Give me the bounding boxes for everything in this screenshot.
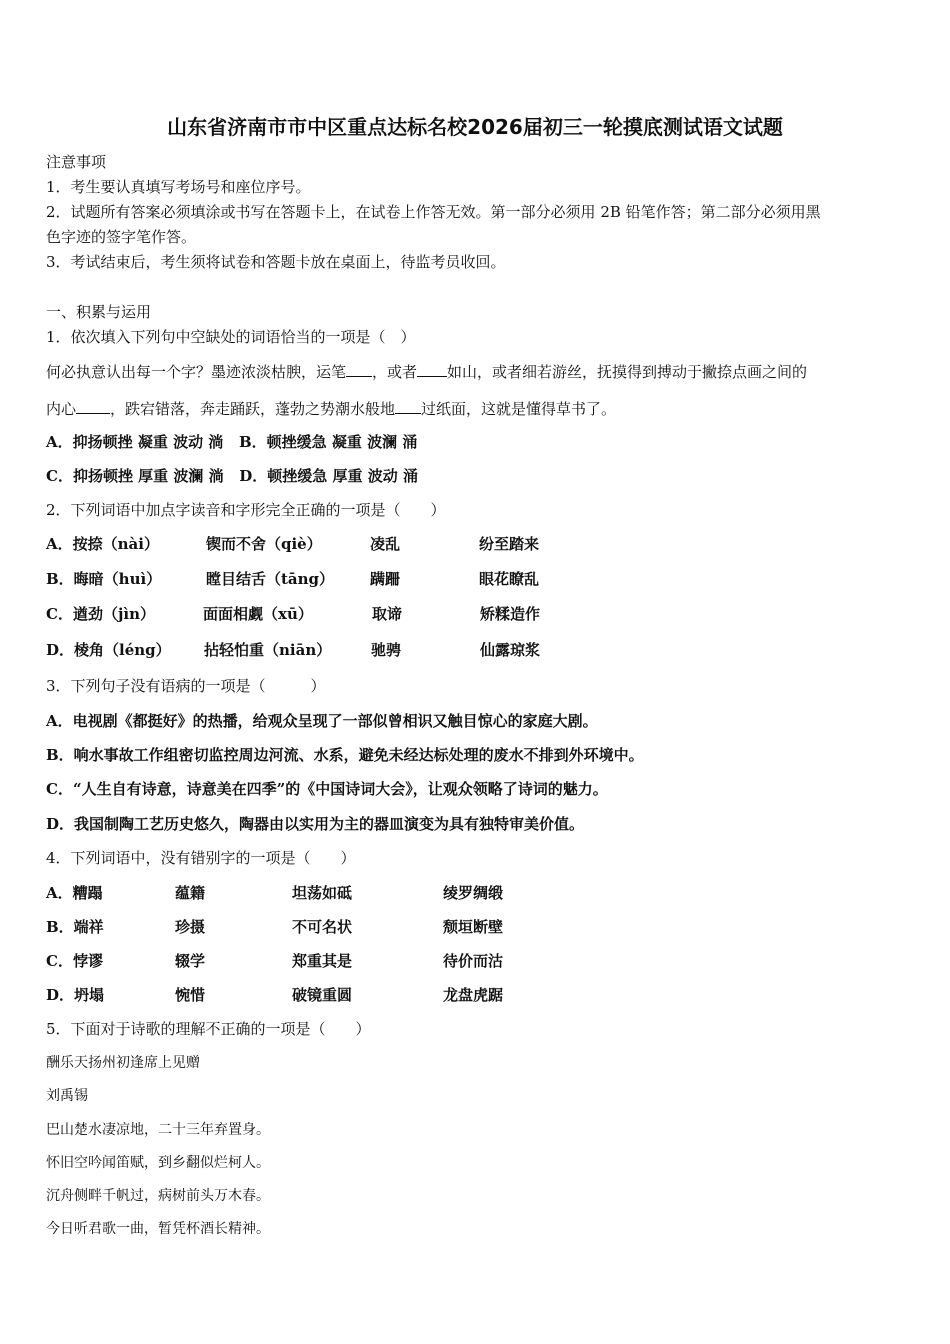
q1-text-seg: ，跌宕错落，奔走踊跃，蓬勃之势潮水般地 [110,400,396,418]
notice-item-2-cont: 色字迹的签字笔作答。 [46,228,197,246]
q4-option-d-col2: 惋惜 [175,986,206,1004]
q4-option-d-col1: D．坍塌 [46,986,105,1004]
q3-option-c: C．“人生自有诗意，诗意美在四季”的《中国诗词大会》，让观众领略了诗词的魅力。 [46,780,608,798]
q1-passage-line1 [46,362,807,381]
q1-text-seg: 内心 [46,400,77,418]
q4-option-b-col2: 珍摄 [175,918,206,936]
exam-title: 山东省济南市市中区重点达标名校2026届初三一轮摸底测试语文试题 [167,115,783,139]
q4-option-b-col3: 不可名状 [292,918,353,936]
q2-option-c-col3: 取谛 [372,605,403,623]
poem-line-1: 巴山楚水凄凉地，二十三年弃置身。 [46,1122,270,1138]
q3-option-d: D．我国制陶工艺历史悠久，陶器由以实用为主的器皿演变为具有独特审美价值。 [46,815,585,833]
answer-blank [346,362,372,377]
poem-line-4: 今日听君歌一曲，暂凭杯酒长精神。 [46,1221,270,1237]
q1-text-seg: ，或者 [372,363,418,381]
q1-stem: 1．依次填入下列句中空缺处的词语恰当的一项是（ ） [46,328,416,346]
q1-text-seg: 过纸面，这就是懂得草书了。 [421,400,617,418]
q3-option-a: A．电视剧《都挺好》的热播，给观众呈现了一部似曾相识又触目惊心的家庭大剧。 [46,712,598,730]
q4-option-a-col4: 绫罗绸缎 [443,884,504,902]
q2-option-d-col3: 驰骋 [371,641,402,659]
q1-option-b: B．顿挫缓急 凝重 波澜 涌 [238,433,418,451]
q2-option-d-col1: D．棱角（léng） [46,641,171,659]
q4-option-d-col3: 破镜重圆 [292,986,353,1004]
q1-text-seg: 何必执意认出每一个字？墨迹浓淡枯腴，运笔 [46,363,347,381]
poem-author: 刘禹锡 [46,1088,88,1104]
q1-passage-line2 [46,399,616,418]
notice-item-2: 2．试题所有答案必须填涂或书写在答题卡上，在试卷上作答无效。第一部分必须用 2B 铅笔作答；第二部分必须用黑 [46,203,821,221]
q4-option-b-col4: 颓垣断壁 [443,918,504,936]
poem-line-2: 怀旧空吟闻笛赋，到乡翻似烂柯人。 [46,1155,270,1171]
q4-option-d-col4: 龙盘虎踞 [443,986,504,1004]
answer-blank [395,399,421,414]
q5-stem: 5．下面对于诗歌的理解不正确的一项是（ ） [46,1020,371,1038]
q2-option-d-col2: 拈轻怕重（niān） [204,641,332,659]
q1-option-c: C．抑扬顿挫 厚重 波澜 淌 [46,467,224,485]
q1-option-d: D．顿挫缓急 厚重 波动 涌 [239,467,418,485]
answer-blank [76,399,110,414]
notice-item-3: 3．考试结束后，考生须将试卷和答题卡放在桌面上，待监考员收回。 [46,253,506,271]
q2-option-a-col2: 锲而不舍（qiè） [206,535,322,553]
q3-option-b: B．响水事故工作组密切监控周边河流、水系，避免未经达标处理的废水不排到外环境中。 [46,746,644,764]
q1-text-seg: 如山，或者细若游丝，抚摸得到搏动于撇捺点画之间的 [447,363,808,381]
q2-option-b-col1: B．晦暗（huì） [46,570,162,588]
q1-options-ab [46,433,417,451]
notice-item-1: 1．考生要认真填写考场号和座位序号。 [46,178,311,196]
q2-option-a-col4: 纷至踏来 [479,535,540,553]
q2-stem: 2．下列词语中加点字读音和字形完全正确的一项是（ ） [46,501,446,519]
q4-stem: 4．下列词语中，没有错别字的一项是（ ） [46,849,356,867]
q4-option-c-col3: 郑重其是 [292,952,353,970]
q2-option-a-col3: 凌乱 [370,535,401,553]
q2-option-c-col1: C．遒劲（jìn） [46,605,155,623]
q2-option-b-col4: 眼花瞭乱 [479,570,540,588]
q4-option-c-col2: 辍学 [175,952,206,970]
q3-stem: 3．下列句子没有语病的一项是（ ） [46,677,326,695]
poem-line-3: 沉舟侧畔千帆过，病树前头万木春。 [46,1188,270,1204]
q2-option-b-col2: 瞠目结舌（tāng） [206,570,335,588]
section-heading: 一、积累与运用 [46,303,152,321]
q4-option-c-col1: C．悖谬 [46,952,103,970]
q2-option-d-col4: 仙露琼浆 [480,641,541,659]
q4-option-a-col2: 蕴籍 [175,884,206,902]
answer-blank [417,362,447,377]
q1-option-a: A．抑扬顿挫 凝重 波动 淌 [46,433,224,451]
q2-option-b-col3: 蹒跚 [370,570,401,588]
q1-options-cd [46,467,418,485]
q4-option-a-col1: A．糟蹋 [46,884,103,902]
poem-title: 酬乐天扬州初逢席上见赠 [46,1055,200,1071]
notice-heading: 注意事项 [46,153,107,171]
q2-option-a-col1: A．按捺（nài） [46,535,159,553]
q4-option-c-col4: 待价而沽 [443,952,504,970]
q4-option-a-col3: 坦荡如砥 [292,884,353,902]
q2-option-c-col4: 矫糅造作 [480,605,541,623]
q2-option-c-col2: 面面相觑（xū） [203,605,313,623]
q4-option-b-col1: B．端祥 [46,918,104,936]
